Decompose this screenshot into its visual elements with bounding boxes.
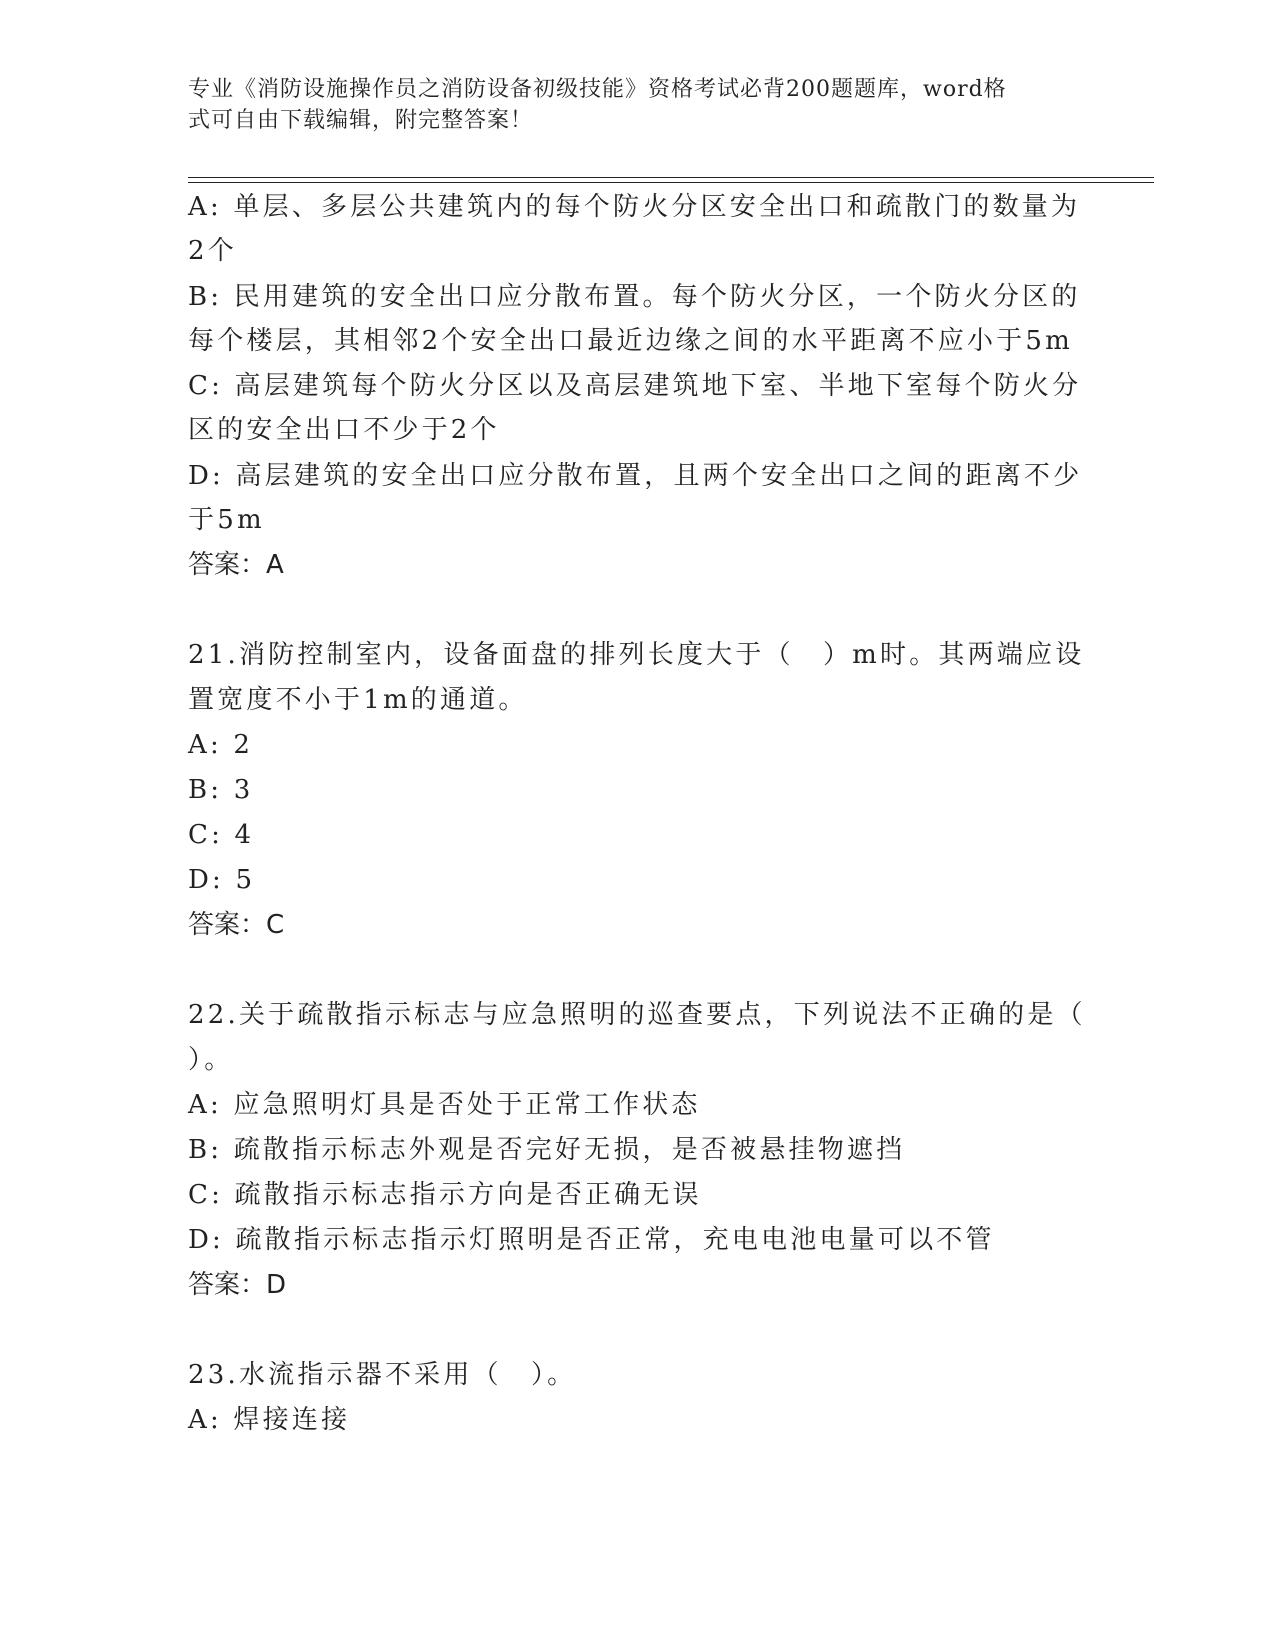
q22-answer: 答案：D	[188, 1270, 287, 1300]
header-divider-top	[188, 177, 1154, 178]
q20-option-b-line1: B: 民用建筑的安全出口应分散布置。每个防火分区，一个防火分区的	[188, 282, 1081, 312]
document-header	[188, 74, 1068, 136]
q20-answer: 答案：A	[188, 550, 284, 580]
q22-stem-line2: ）。	[188, 1045, 234, 1075]
q20-option-b-line2: 每个楼层，其相邻2个安全出口最近边缘之间的水平距离不应小于5m	[188, 326, 1073, 356]
q22-stem-line1: 22.关于疏散指示标志与应急照明的巡查要点，下列说法不正确的是（	[188, 1000, 1086, 1030]
header-line-1: 专业《消防设施操作员之消防设备初级技能》资格考试必背200题题库，word格	[188, 77, 1007, 102]
q21-stem-line2: 置宽度不小于1m的通道。	[188, 685, 528, 715]
q20-option-d-line1: D: 高层建筑的安全出口应分散布置，且两个安全出口之间的距离不少	[188, 461, 1083, 491]
q22-option-c: C: 疏散指示标志指示方向是否正确无误	[188, 1180, 702, 1210]
q20-option-c-line1: C: 高层建筑每个防火分区以及高层建筑地下室、半地下室每个防火分	[188, 371, 1082, 401]
q23-stem-line1: 23.水流指示器不采用（ ）。	[188, 1360, 577, 1390]
header-divider-bottom	[188, 182, 1154, 183]
q21-option-c: C: 4	[188, 820, 255, 850]
q22-option-a: A: 应急照明灯具是否处于正常工作状态	[188, 1090, 701, 1120]
q22-option-b: B: 疏散指示标志外观是否完好无损，是否被悬挂物遮挡	[188, 1135, 906, 1165]
q21-stem-line1: 21.消防控制室内，设备面盘的排列长度大于（ ）m时。其两端应设	[188, 640, 1085, 670]
q20-option-c-line2: 区的安全出口不少于2个	[188, 415, 500, 445]
q21-option-b: B: 3	[188, 775, 254, 805]
q22-option-d: D: 疏散指示标志指示灯照明是否正常，充电电池电量可以不管	[188, 1225, 995, 1255]
q21-option-a: A: 2	[188, 730, 254, 760]
header-line-2: 式可自由下载编辑，附完整答案！	[188, 108, 534, 133]
q20-option-d-line2: 于5m	[188, 505, 265, 535]
q23-option-a: A: 焊接连接	[188, 1405, 351, 1435]
q21-answer: 答案：C	[188, 910, 285, 940]
q20-option-a-line2: 2个	[188, 236, 237, 266]
q20-option-a-line1: A: 单层、多层公共建筑内的每个防火分区安全出口和疏散门的数量为	[188, 192, 1081, 222]
q21-option-d: D: 5	[188, 865, 256, 895]
